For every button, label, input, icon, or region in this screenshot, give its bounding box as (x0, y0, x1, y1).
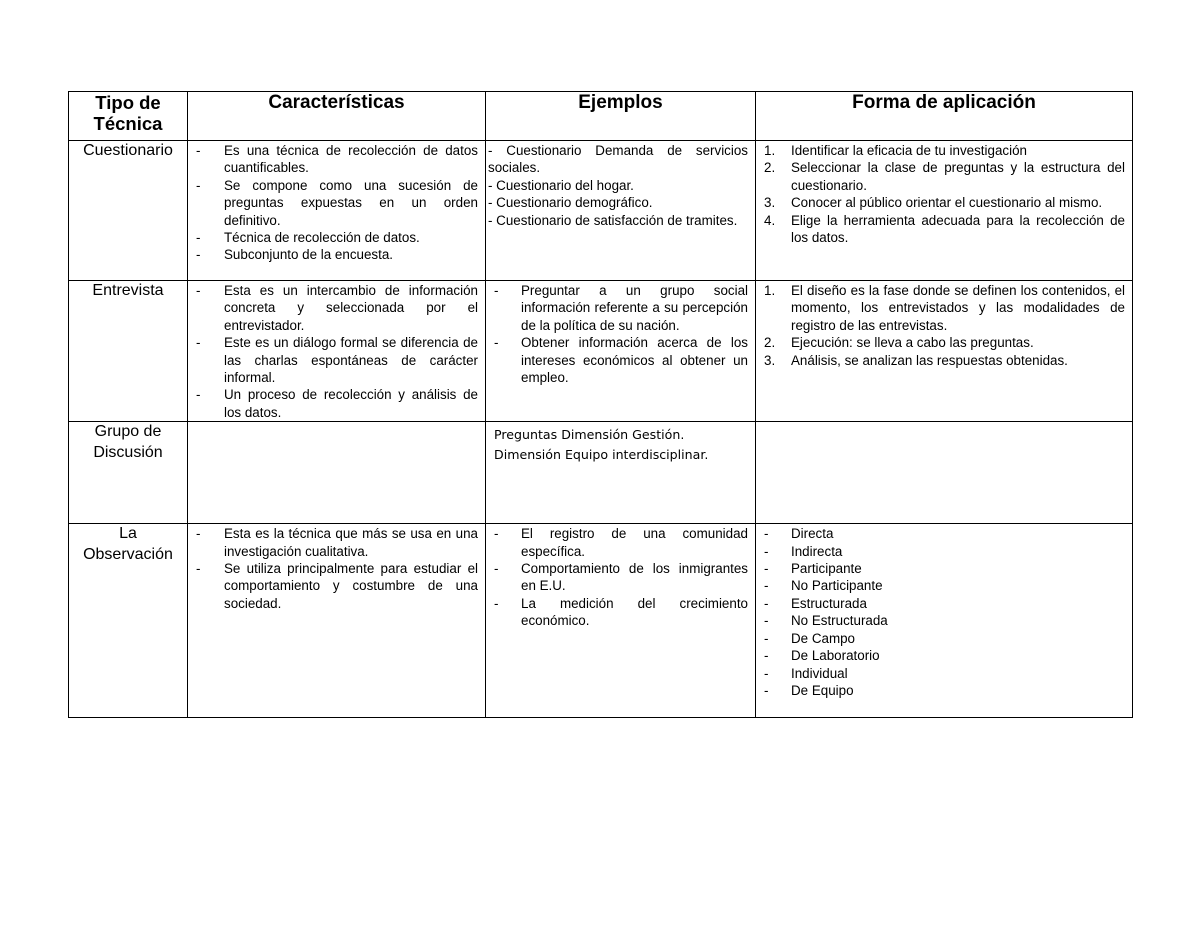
forma-list (764, 142, 1125, 246)
list-item: - Técnica de recolección de datos. (196, 229, 478, 246)
header-ejemplos: Ejemplos (486, 92, 756, 141)
ejemplos-cell (486, 524, 756, 718)
ejemplos-list (494, 282, 748, 386)
forma-list (764, 525, 1125, 699)
caracteristicas-cell (188, 281, 486, 422)
table-row (69, 281, 1133, 422)
tipo-cell: Entrevista (69, 281, 188, 422)
list-item: - Obtener información acerca de los intereses económicos al obtener un empleo. (494, 334, 748, 386)
list-item: - No Estructurada (764, 612, 1125, 629)
forma-cell (756, 281, 1133, 422)
list-item: - Indirecta (764, 543, 1125, 560)
list-item: Preguntas Dimensión Gestión. (494, 427, 685, 443)
caracteristicas-list (196, 525, 478, 612)
list-item: - Cuestionario del hogar. (488, 177, 634, 193)
list-item: 3. Análisis, se analizan las respuestas obtenidas. (764, 352, 1068, 368)
tipo-cell: Cuestionario (69, 141, 188, 281)
header-forma: Forma de aplicación (756, 92, 1133, 141)
tipo-label: La Observación (83, 525, 173, 563)
list-item: - Preguntar a un grupo social información referente a su percepción de la política de su nación. (494, 282, 748, 334)
list-item: - Cuestionario Demanda de servicios sociales. (488, 143, 748, 176)
list-item: 4. Elige la herramienta adecuada para la recolección de los datos. (764, 212, 1125, 246)
table-row (69, 422, 1133, 524)
list-item: - Se compone como una sucesión de preguntas expuestas en un orden definitivo. (196, 177, 478, 229)
list-item: - Cuestionario demográfico. (488, 195, 653, 211)
tipo-cell (69, 422, 188, 524)
list-item: 3. Conocer al público orientar el cuestionario al mismo. (764, 195, 1103, 211)
list-item: 2. Seleccionar la clase de preguntas y la estructura del cuestionario. (764, 160, 1125, 193)
ejemplos-list (494, 525, 748, 629)
list-item: - De Campo (764, 630, 1125, 647)
ejemplos-cell (486, 281, 756, 422)
caracteristicas-cell (188, 422, 486, 524)
list-item: - Un proceso de recolección y análisis de los datos. (196, 386, 478, 421)
list-item: - Comportamiento de los inmigrantes en E.U. (494, 560, 748, 595)
ejemplos-cell (486, 141, 756, 281)
list-item: - Individual (764, 665, 1125, 682)
list-item: - Es una técnica de recolección de datos cuantificables. (196, 142, 478, 177)
forma-list (764, 282, 1125, 369)
ejemplos-cell (486, 422, 756, 524)
forma-cell (756, 422, 1133, 524)
list-item: - De Equipo (764, 682, 1125, 699)
header-tipo: Tipo de Técnica (69, 92, 188, 141)
techniques-table (68, 91, 1133, 718)
list-item: - Cuestionario de satisfacción de tramites. (488, 212, 738, 228)
list-item: 1. El diseño es la fase donde se definen los contenidos, el momento, los entrevistados y las modalidades de registro de las entrevistas. (764, 283, 1125, 333)
table-row (69, 141, 1133, 281)
list-item: - No Participante (764, 577, 1125, 594)
header-caracteristicas: Características (188, 92, 486, 141)
table-row (69, 524, 1133, 718)
list-item: 1. Identificar la eficacia de tu investigación (764, 143, 1027, 158)
table-header-row (69, 92, 1133, 141)
list-item: - La medición del crecimiento económico. (494, 595, 748, 630)
caracteristicas-cell (188, 141, 486, 281)
list-item: - Esta es un intercambio de información concreta y seleccionada por el entrevistador. (196, 282, 478, 334)
list-item: - Estructurada (764, 595, 1125, 612)
list-item: 2. Ejecución: se lleva a cabo las preguntas. (764, 335, 1034, 351)
list-item: - De Laboratorio (764, 647, 1125, 664)
tipo-label: Grupo de Discusión (93, 423, 163, 461)
list-item: - Esta es la técnica que más se usa en una investigación cualitativa. (196, 525, 478, 560)
caracteristicas-list (196, 282, 478, 421)
list-item: Dimensión Equipo interdisciplinar. (494, 447, 709, 463)
caracteristicas-list (196, 142, 478, 264)
forma-cell (756, 524, 1133, 718)
list-item: - El registro de una comunidad específica. (494, 525, 748, 560)
list-item: - Participante (764, 560, 1125, 577)
list-item: - Se utiliza principalmente para estudiar el comportamiento y costumbre de una sociedad. (196, 560, 478, 612)
list-item: - Directa (764, 525, 1125, 542)
forma-cell (756, 141, 1133, 281)
caracteristicas-cell (188, 524, 486, 718)
tipo-cell (69, 524, 188, 718)
list-item: - Este es un diálogo formal se diferencia de las charlas espontáneas de carácter informal. (196, 334, 478, 386)
list-item: - Subconjunto de la encuesta. (196, 246, 478, 263)
